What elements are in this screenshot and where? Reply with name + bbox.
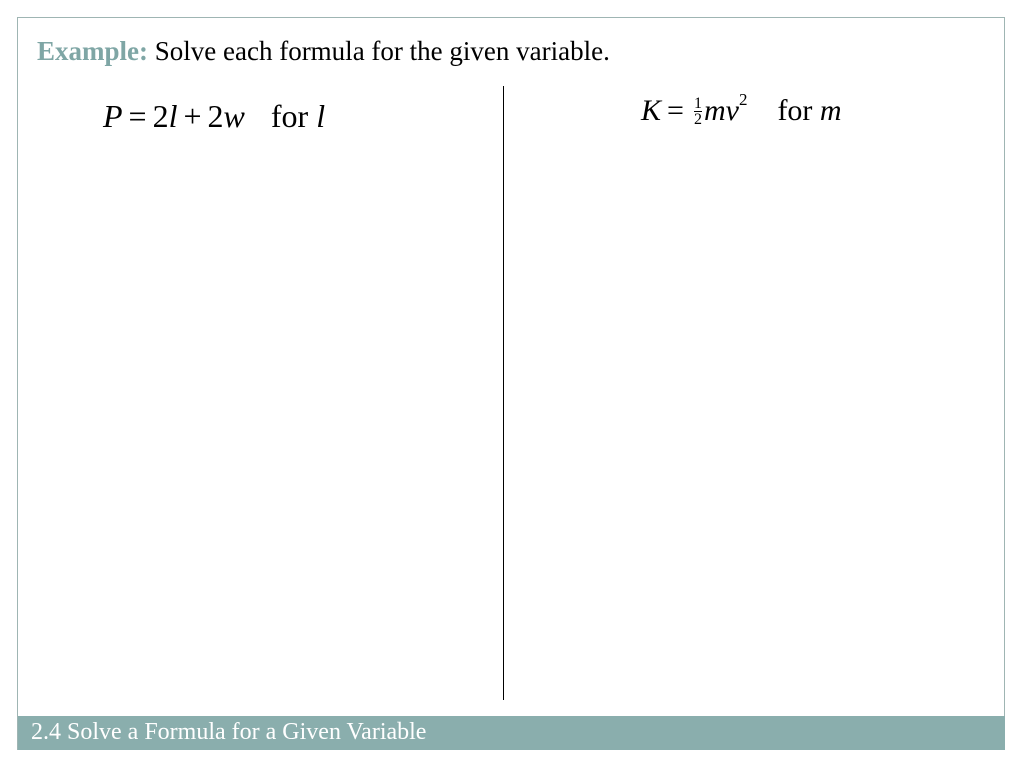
target-variable: m bbox=[819, 94, 842, 127]
term1-coefficient: 2 bbox=[152, 98, 169, 134]
footer-text: 2.4 Solve a Formula for a Given Variable bbox=[31, 719, 427, 745]
slide-title bbox=[37, 36, 610, 67]
formula-lhs: K bbox=[641, 94, 662, 127]
fraction-denominator: 2 bbox=[693, 110, 702, 128]
target-variable: l bbox=[316, 98, 326, 134]
for-word: for bbox=[270, 98, 309, 134]
column-divider bbox=[503, 86, 504, 700]
left-formula bbox=[103, 98, 325, 135]
slide-frame bbox=[17, 17, 1005, 750]
equals-sign: = bbox=[128, 98, 147, 134]
plus-sign: + bbox=[183, 98, 202, 134]
right-formula bbox=[641, 90, 842, 129]
for-word: for bbox=[777, 94, 813, 127]
fraction-numerator: 1 bbox=[693, 94, 702, 112]
footer-bar bbox=[18, 716, 1005, 750]
formula-lhs: P bbox=[103, 98, 123, 134]
exponent: 2 bbox=[738, 90, 748, 109]
title-label: Example: bbox=[37, 36, 148, 66]
term2-coefficient: 2 bbox=[207, 98, 224, 134]
equals-sign: = bbox=[667, 94, 684, 127]
one-half-fraction bbox=[694, 96, 702, 127]
mass-variable: m bbox=[703, 94, 726, 127]
term2-variable: w bbox=[223, 98, 245, 134]
title-text: Solve each formula for the given variable. bbox=[154, 36, 610, 66]
term1-variable: l bbox=[168, 98, 178, 134]
velocity-variable: v bbox=[725, 94, 739, 127]
